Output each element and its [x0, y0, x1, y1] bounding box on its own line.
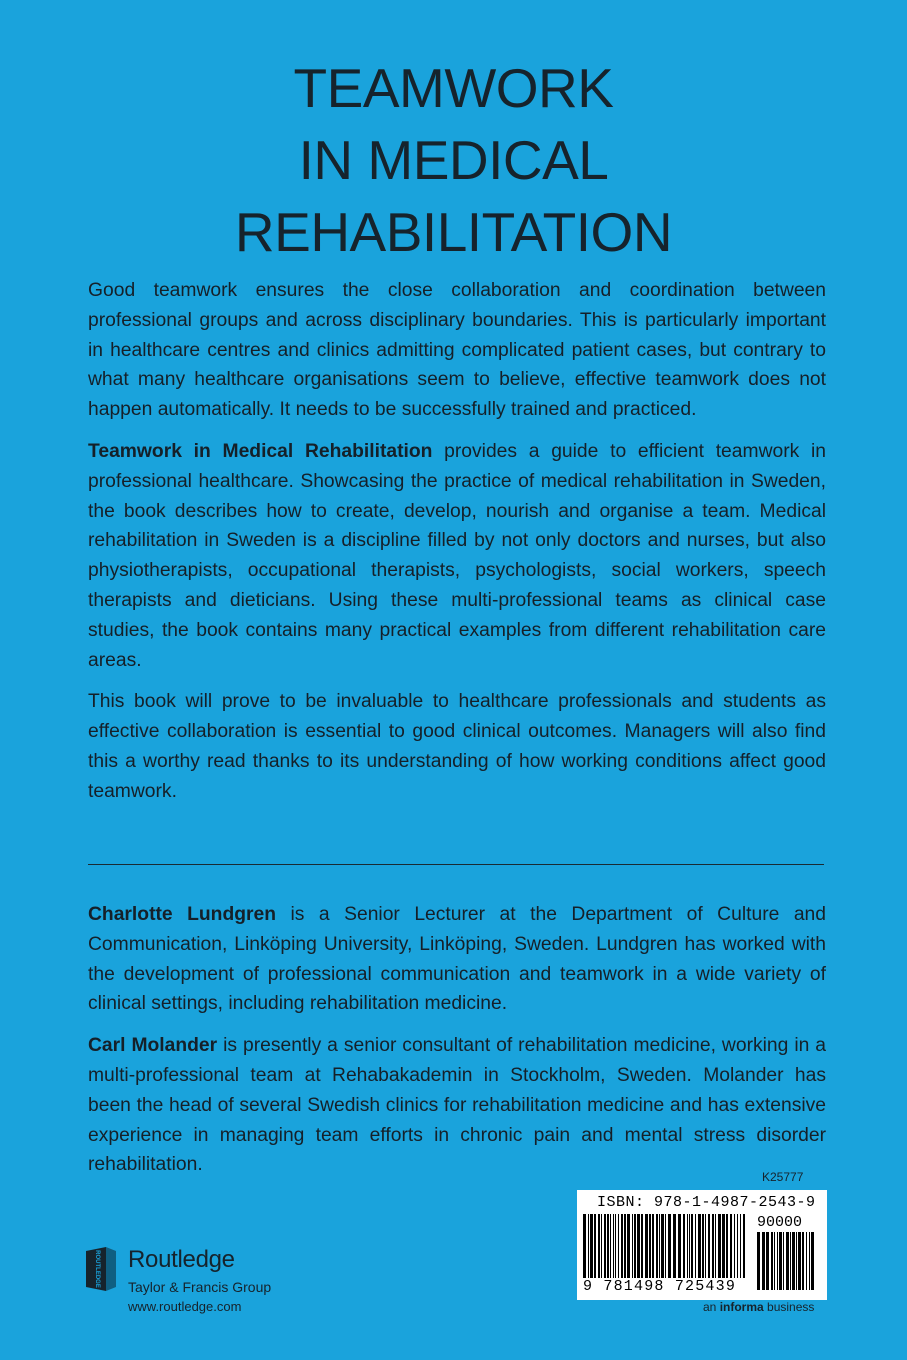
author-bio-2 — [88, 1031, 826, 1180]
barcode-bar — [757, 1232, 760, 1290]
barcode-bar — [607, 1214, 609, 1278]
title-line-3: REHABILITATION — [234, 201, 673, 263]
barcode-bar — [809, 1232, 810, 1290]
barcode-bar — [678, 1214, 681, 1278]
barcode-bar — [627, 1214, 630, 1278]
barcode-bar — [610, 1214, 611, 1278]
barcode-bars — [583, 1214, 749, 1278]
barcode-bar — [708, 1214, 710, 1278]
barcode-bar — [683, 1214, 685, 1278]
routledge-logo-icon — [82, 1245, 118, 1293]
barcode-bar — [790, 1232, 791, 1290]
barcode-bar — [634, 1214, 636, 1278]
author-name-2: Carl Molander — [88, 1035, 218, 1057]
title-line-2: IN MEDICAL — [298, 129, 609, 191]
barcode-bar — [730, 1214, 732, 1278]
informa-suffix: business — [763, 1300, 815, 1314]
author-name-1: Charlotte Lundgren — [88, 904, 277, 925]
barcode-bar — [726, 1214, 728, 1278]
barcode-bar — [615, 1214, 616, 1278]
addon-barcode-bars — [757, 1232, 817, 1290]
barcode-bar — [618, 1214, 619, 1278]
barcode-bar — [594, 1214, 596, 1278]
barcode-bar — [779, 1232, 782, 1290]
price-addon-code: 90000 — [757, 1214, 803, 1231]
barcode-bar — [624, 1214, 626, 1278]
author-bio-2-text: is presently a senior consultant of rehabilitation medicine, working in a multi-professional team at Rehabakademin in Stockholm, Sweden. Molander has been the head of several Swedish clinics for rehabilitation medicine and has extensive experience in managing team efforts in chronic pain and mental stress disorder rehabilitation. — [88, 1035, 826, 1176]
barcode-bar — [722, 1214, 725, 1278]
product-code: K25777 — [762, 1170, 804, 1184]
barcode-bar — [715, 1214, 716, 1278]
isbn-barcode — [577, 1190, 827, 1300]
book-title — [0, 52, 907, 268]
barcode-bar — [637, 1214, 640, 1278]
publisher-website[interactable]: www.routledge.com — [128, 1299, 242, 1314]
barcode-bar — [771, 1232, 773, 1290]
barcode-bar — [712, 1214, 714, 1278]
barcode-bar — [737, 1214, 738, 1278]
barcode-bar — [689, 1214, 690, 1278]
isbn-text: ISBN: 978-1-4987-2543-9 — [597, 1194, 816, 1211]
barcode-bar — [740, 1214, 741, 1278]
barcode-bar — [783, 1232, 784, 1290]
barcode-bar — [645, 1214, 648, 1278]
barcode-bar — [604, 1214, 606, 1278]
barcode-bar — [621, 1214, 623, 1278]
barcode-bar — [590, 1214, 593, 1278]
barcode-bar — [583, 1214, 586, 1278]
ean-digits: 9 781498 725439 — [583, 1278, 737, 1295]
barcode-bar — [673, 1214, 676, 1278]
book-title-inline: Teamwork in Medical Rehabilitation — [88, 440, 433, 462]
barcode-bar — [665, 1214, 666, 1278]
barcode-bar — [698, 1214, 701, 1278]
informa-prefix: an — [703, 1300, 720, 1314]
barcode-bar — [792, 1232, 795, 1290]
publisher-name: Routledge — [128, 1246, 235, 1273]
informa-tagline — [703, 1300, 814, 1314]
barcode-bar — [588, 1214, 589, 1278]
barcode-bar — [806, 1232, 807, 1290]
barcode-bar — [766, 1232, 769, 1290]
barcode-bar — [656, 1214, 658, 1278]
barcode-bar — [632, 1214, 633, 1278]
barcode-bar — [705, 1214, 706, 1278]
barcode-bar — [786, 1232, 789, 1290]
barcode-bar — [687, 1214, 688, 1278]
barcode-bar — [702, 1214, 704, 1278]
author-bio-1-text: is a Senior Lecturer at the Department of Culture and Communication, Linköping University, Linköping, Sweden. Lundgren has worked with the development of professional communication and teamwork in a wide variety of clinical settings, including rehabilitation medicine. — [88, 904, 826, 1015]
barcode-bar — [743, 1214, 745, 1278]
author-bio-1 — [88, 900, 826, 1019]
barcode-bar — [811, 1232, 814, 1290]
description-paragraph-2 — [88, 437, 826, 675]
description-paragraph-3: This book will prove to be invaluable to healthcare professionals and students as effective collaboration is essential to good clinical outcomes. Managers will also find this a worthy read thanks to its understanding of how working conditions affect good teamwork. — [88, 691, 826, 802]
barcode-bar — [598, 1214, 600, 1278]
barcode-bar — [796, 1232, 797, 1290]
description-paragraph-1: Good teamwork ensures the close collaboration and coordination between professional groups and across disciplinary boundaries. This is particularly important in healthcare centres and clinics admitting complicated patient cases, but contrary to what many healthcare organisations seem to believe, effective teamwork does not happen automatically. It needs to be successfully trained and practiced. — [88, 280, 826, 421]
barcode-bar — [652, 1214, 654, 1278]
barcode-bar — [798, 1232, 801, 1290]
informa-brand: informa — [719, 1300, 764, 1314]
logo-vertical-text: ROUTLEDGE — [94, 1250, 100, 1288]
barcode-bar — [802, 1232, 804, 1290]
barcode-bar — [777, 1232, 778, 1290]
title-line-1: TEAMWORK — [293, 57, 614, 119]
barcode-bar — [691, 1214, 693, 1278]
barcode-bar — [718, 1214, 721, 1278]
barcode-bar — [601, 1214, 602, 1278]
barcode-bar — [649, 1214, 651, 1278]
barcode-bar — [661, 1214, 664, 1278]
barcode-bar — [695, 1214, 696, 1278]
barcode-bar — [613, 1214, 614, 1278]
barcode-bar — [762, 1232, 765, 1290]
publisher-group: Taylor & Francis Group — [128, 1279, 272, 1295]
barcode-bar — [774, 1232, 775, 1290]
barcode-bar — [668, 1214, 671, 1278]
section-divider — [88, 864, 824, 865]
barcode-bar — [641, 1214, 643, 1278]
barcode-bar — [659, 1214, 660, 1278]
description-paragraph-2-text: provides a guide to efficient teamwork in professional healthcare. Showcasing the practice of medical rehabilitation in Sweden, the book describes how to create, develop, nourish and organise a team. Medical rehabilitation in Sweden is a discipline filled by not only doctors and nurses, but also physiotherapists, occupational therapists, psychologists, social workers, speech therapists and dieticians. Using these multi-professional teams as clinical case studies, the book contains many practical examples from different rehabilitation care areas. — [88, 440, 827, 671]
book-description — [88, 276, 826, 819]
author-bios — [88, 900, 826, 1192]
barcode-bar — [734, 1214, 735, 1278]
